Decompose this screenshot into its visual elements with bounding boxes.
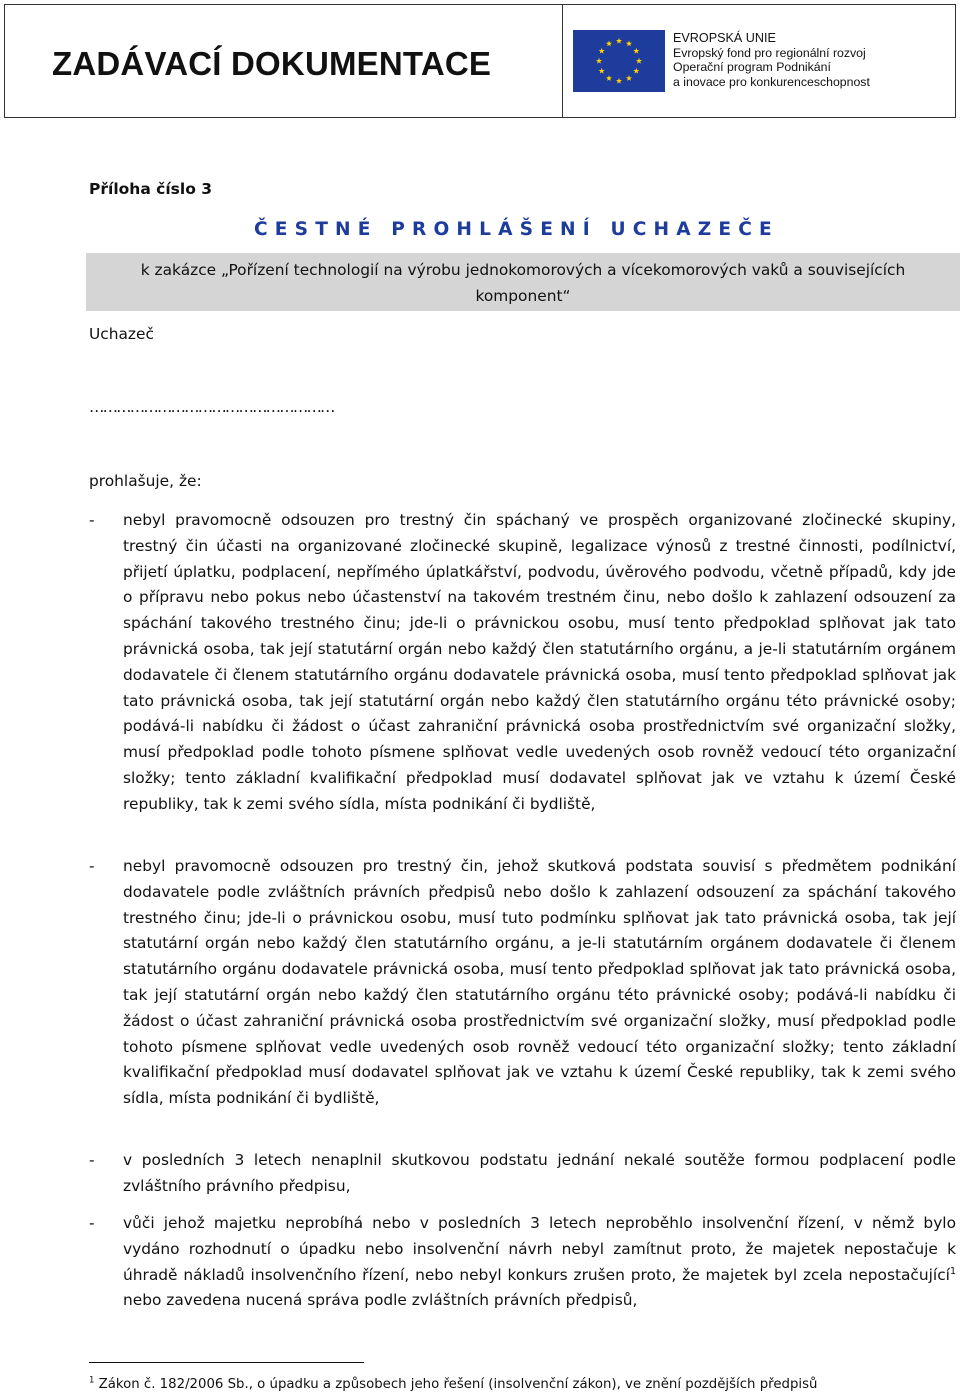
eu-flag-logo: [573, 30, 665, 92]
applicant-label: Uchazeč: [89, 325, 154, 343]
header-box: [4, 4, 956, 118]
applicant-placeholder: ………………………………………………: [89, 398, 334, 416]
declaration-item: v posledních 3 letech nenaplnil skutkovou podstatu jednání nekalé soutěže formou podplacení podle zvláštního právního předpisu,: [123, 1151, 956, 1195]
declaration-item: nebyl pravomocně odsouzen pro trestný čin spáchaný ve prospěch organizované zločinecké skupiny, trestný čin účasti na organizované zločinecké skupině, legalizace výnosů z trestné činnosti, podílnictví, přijetí úplatku, podplacení, nepřímého úplatkářství, podvodu, úvěrového podvodu, včetně případů, kdy jde o přípravu nebo pokus nebo účastenství na takovém trestném činu, nebo došlo k zahlazení odsouzení za spáchání takového trestného činu; jde-li o právnickou osobu, musí tento předpoklad splňovat jak tato právnická osoba, tak její statutární orgán nebo každý člen statutárního orgánu, a je-li statutárním orgánem dodavatele či členem statutárního orgánu dodavatele právnická osoba, musí tento předpoklad splňovat jak tato právnická osoba, tak její statutární orgán nebo každý člen statutárního orgánu této právnické osoby; podává-li nabídku či žádost o účast zahraniční právnická osoba prostřednictvím své organizační složky, musí předpoklad podle tohoto písmene splňovat vedle uvedených osob rovněž vedoucí této organizační složky; tento základní kvalifikační předpoklad musí dodavatel splňovat jak ve vztahu k území České republiky, tak k zemi svého sídla, místa podnikání či bydliště,: [123, 511, 956, 813]
footnote-text: Zákon č. 182/2006 Sb., o úpadku a způsobech jeho řešení (insolvenční zákon), ve znění pozdějších předpisů: [94, 1377, 818, 1392]
bullet-dash: -: [89, 857, 95, 875]
declaration-title: ČESTNÉ PROHLÁŠENÍ UCHAZEČE: [254, 219, 779, 240]
eu-logo-line: a inovace pro konkurenceschopnost: [673, 74, 870, 89]
bullet-dash: -: [89, 511, 95, 529]
eu-logo-text: [673, 31, 870, 89]
footnote-number: 1: [89, 1375, 95, 1386]
declaration-item-text: vůči jehož majetku neprobíhá nebo v posledních 3 letech neproběhlo insolvenční řízení, v němž bylo vydáno rozhodnutí o úpadku nebo insolvenční návrh nebyl zamítnut proto, že majetek nepostačuje k úhradě nákladů insolvenčního řízení, nebo nebyl konkurs zrušen proto, že majetek byl zcela nepostačující: [123, 1214, 956, 1284]
annex-label: Příloha číslo 3: [89, 180, 213, 198]
eu-logo-line: Evropský fond pro regionální rozvoj: [673, 45, 866, 60]
subject-line-2: komponent“: [475, 287, 571, 305]
declaration-item: [123, 1211, 956, 1314]
document-title: ZADÁVACÍ DOKUMENTACE: [52, 45, 492, 82]
eu-flag-stars-icon: [573, 30, 665, 92]
footnote-reference[interactable]: 1: [949, 1265, 956, 1277]
declaration-item-text: nebo zavedena nucená správa podle zvláštních právních předpisů,: [123, 1291, 638, 1310]
bullet-dash: -: [89, 1151, 95, 1169]
footnote: [89, 1377, 817, 1392]
footnote-separator: [89, 1362, 364, 1363]
declaration-item: nebyl pravomocně odsouzen pro trestný čin, jehož skutková podstata souvisí s předmětem podnikání dodavatele podle zvláštních právních předpisů nebo došlo k zahlazení odsouzení za spáchání takového trestného činu; jde-li o právnickou osobu, musí tuto podmínku splňovat jak tato právnická osoba, tak její statutární orgán nebo každý člen statutárního orgánu, a je-li statutárním orgánem dodavatele či členem statutárního orgánu dodavatele právnická osoba, musí tento předpoklad splňovat jak tato právnická osoba, tak její statutární orgán nebo každý člen statutárního orgánu této právnické osoby; podává-li nabídku či žádost o účast zahraniční právnická osoba prostřednictvím své organizační složky, musí předpoklad podle tohoto písmene splňovat vedle uvedených osob rovněž vedoucí této organizační složky; tento základní kvalifikační předpoklad musí dodavatel splňovat jak ve vztahu k území České republiky, tak k zemi svého sídla, místa podnikání či bydliště,: [123, 857, 956, 1108]
header-divider: [562, 5, 563, 117]
bullet-dash: -: [89, 1214, 95, 1232]
eu-logo-line: EVROPSKÁ UNIE: [673, 31, 776, 45]
subject-line-1: k zakázce „Pořízení technologií na výrobu jednokomorových a vícekomorových vaků a souvisejících: [140, 261, 906, 279]
eu-logo-line: Operační program Podnikání: [673, 60, 831, 74]
declares-label: prohlašuje, že:: [89, 472, 202, 490]
